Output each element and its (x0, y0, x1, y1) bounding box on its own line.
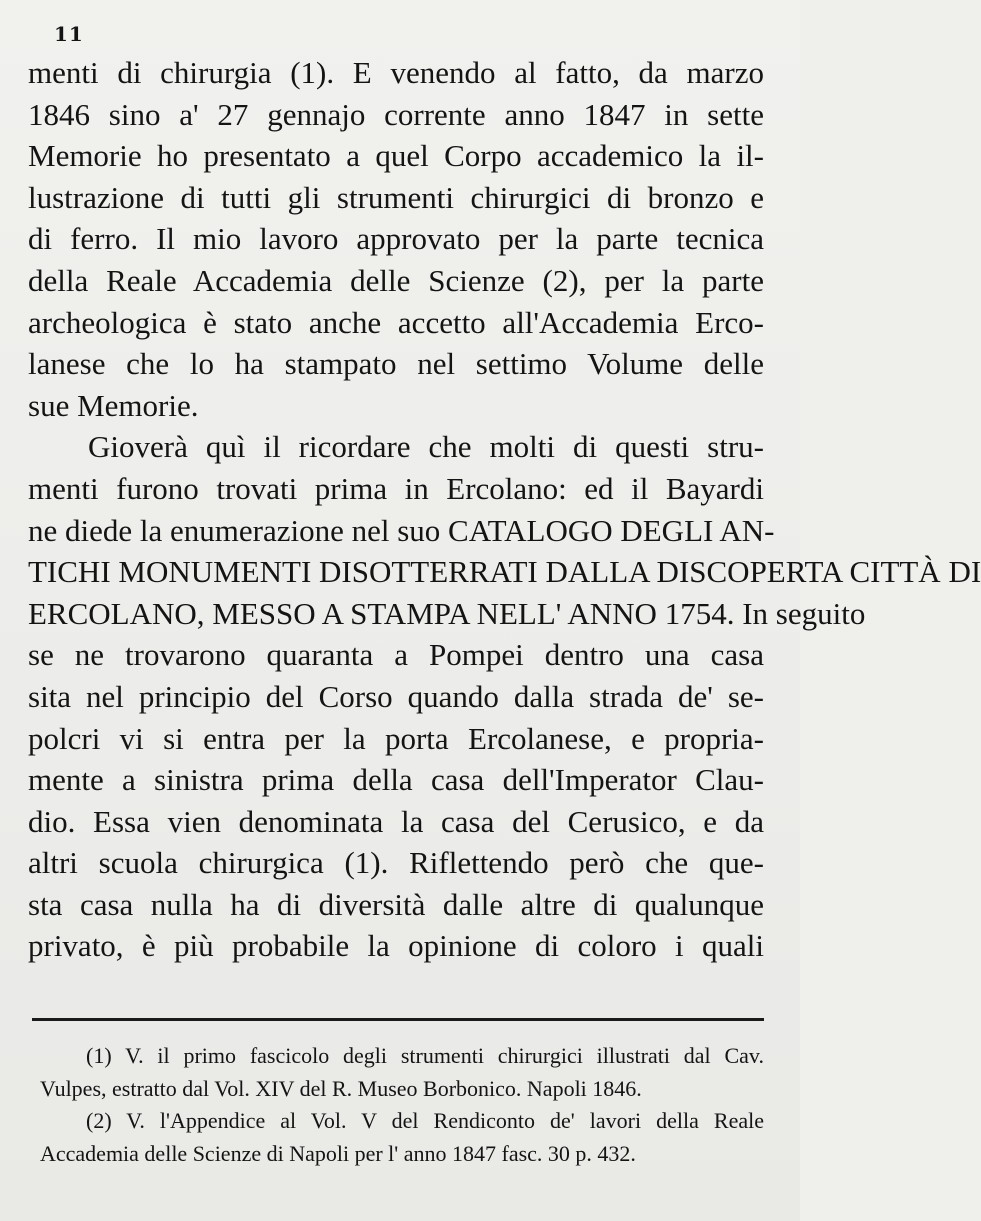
text-line: dio. Essa vien denominata la casa del Cerusico, e da (28, 803, 764, 839)
text-line: menti di chirurgia (1). E venendo al fatto, da marzo (28, 55, 764, 90)
text-line: menti furono trovati prima in Ercolano: ed il Bayardi (28, 470, 764, 506)
footnote-line: (2) V. l'Appendice al Vol. V del Rendiconto de' lavori della Reale (86, 1108, 764, 1133)
footnote-line: Accademia delle Scienze di Napoli per l' anno 1847 fasc. 30 p. 432. (40, 1140, 636, 1166)
text-line: altri scuola chirurgica (1). Riflettendo però che que- (28, 845, 764, 881)
text-line: ne diede la enumerazione nel suo CATALOGO DEGLI AN- (28, 512, 775, 548)
text-line: sue Memorie. (28, 387, 199, 423)
text-line: archeologica è stato anche accetto all'Accademia Erco- (28, 304, 764, 340)
text-line: sita nel principio del Corso quando dalla strada de' se- (28, 678, 764, 714)
text-line: TICHI MONUMENTI DISOTTERRATI DALLA DISCOPERTA CITTÀ DI (28, 554, 981, 590)
text-line: privato, è più probabile la opinione di coloro i quali (28, 928, 764, 964)
text-line: se ne trovarono quaranta a Pompei dentro una casa (28, 637, 764, 673)
footnote-line: Vulpes, estratto dal Vol. XIV del R. Museo Borbonico. Napoli 1846. (40, 1075, 642, 1101)
text-line: ERCOLANO, MESSO A STAMPA NELL' ANNO 1754. In seguito (28, 595, 866, 631)
text-line: sta casa nulla ha di diversità dalle altre di qualunque (28, 886, 764, 922)
text-line: lanese che lo ha stampato nel settimo Volume delle (28, 346, 764, 382)
text-line: lustrazione di tutti gli strumenti chirurgici di bronzo e (28, 179, 764, 215)
text-line: di ferro. Il mio lavoro approvato per la parte tecnica (28, 221, 764, 257)
text-line: della Reale Accademia delle Scienze (2), per la parte (28, 262, 764, 298)
paragraph-first-line: Gioverà quì il ricordare che molti di questi stru- (88, 429, 764, 465)
footnotes (40, 1040, 764, 1170)
main-text (28, 52, 981, 967)
text-line: 1846 sino a' 27 gennajo corrente anno 1847 in sette (28, 96, 764, 132)
text-line: mente a sinistra prima della casa dell'Imperator Clau- (28, 762, 764, 798)
footnote-line: (1) V. il primo fascicolo degli strumenti chirurgici illustrati dal Cav. (86, 1043, 764, 1068)
text-line: polcri vi si entra per la porta Ercolanese, e propria- (28, 720, 764, 756)
text-line: Memorie ho presentato a quel Corpo accademico la il- (28, 138, 764, 174)
page-number: 11 (54, 22, 84, 46)
footnote-divider (32, 1018, 764, 1021)
